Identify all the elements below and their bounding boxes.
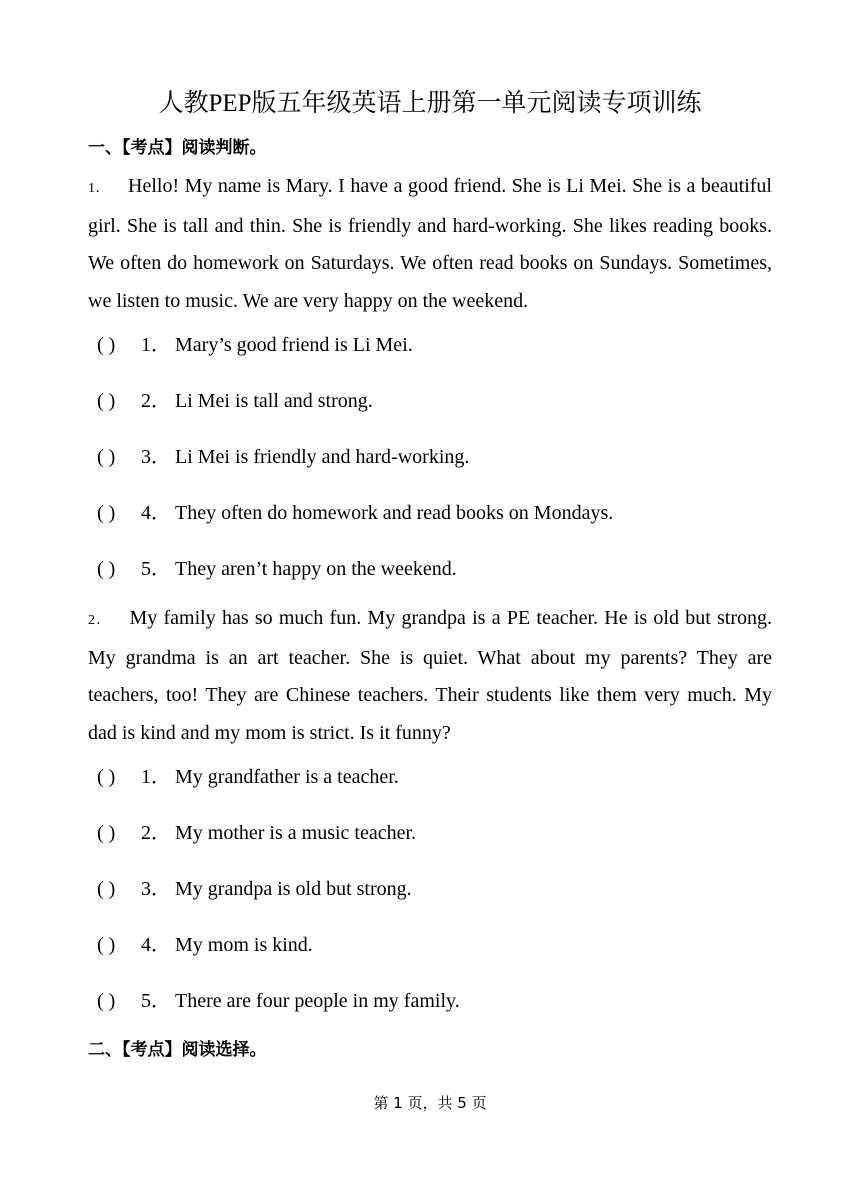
answer-blank[interactable]: ( ) [97, 934, 116, 956]
question-text: They aren’t happy on the weekend. [175, 558, 457, 580]
page-footer: 第 1 页，共 5 页 [373, 1094, 487, 1112]
question-text: Mary’s good friend is Li Mei. [175, 334, 413, 356]
section-heading-reading-choice: 二、【考点】阅读选择。 [88, 1040, 267, 1060]
passage-number: 2． [88, 613, 112, 628]
answer-blank[interactable]: ( ) [97, 878, 116, 900]
answer-blank[interactable]: ( ) [97, 390, 116, 412]
question-text: Li Mei is tall and strong. [175, 390, 373, 412]
question-number: 2． [141, 822, 171, 844]
question-item [97, 986, 460, 1042]
question-text: There are four people in my family. [175, 990, 460, 1012]
question-list-2 [97, 762, 460, 1042]
section-heading-reading-judgment: 一、【考点】阅读判断。 [88, 138, 267, 158]
question-text: My mom is kind. [175, 934, 313, 956]
page-title: 人教PEP版五年级英语上册第一单元阅读专项训练 [158, 90, 702, 117]
question-number: 1． [141, 766, 171, 788]
question-number: 2． [141, 390, 171, 412]
answer-blank[interactable]: ( ) [97, 558, 116, 580]
question-item [97, 498, 613, 554]
question-number: 3． [141, 446, 171, 468]
question-number: 1． [141, 334, 171, 356]
question-text: They often do homework and read books on Mondays. [175, 502, 614, 524]
question-text: My grandpa is old but strong. [175, 878, 412, 900]
answer-blank[interactable]: ( ) [97, 766, 116, 788]
question-number: 5． [141, 558, 171, 580]
answer-blank[interactable]: ( ) [97, 990, 116, 1012]
question-number: 5． [141, 990, 171, 1012]
question-item [97, 874, 460, 930]
answer-blank[interactable]: ( ) [97, 446, 116, 468]
question-text: My grandfather is a teacher. [175, 766, 399, 788]
reading-passage-1 [88, 168, 772, 320]
passage-text: My family has so much fun. My grandpa is a PE teacher. He is old but strong. My grandma is an art teacher. She is quiet. What about my parents? They are teachers, too! They are Chinese teachers. Their students like them very much. My dad is kind and my mom is strict. Is it funny? [88, 607, 772, 744]
question-item [97, 930, 460, 986]
passage-text: Hello! My name is Mary. I have a good friend. She is Li Mei. She is a beautiful girl. She is tall and thin. She is friendly and hard-working. She likes reading books. We often do homework on Saturdays. We often read books on Sundays. Sometimes, we listen to music. We are very happy on the weekend. [88, 175, 772, 312]
question-number: 3． [141, 878, 171, 900]
question-item [97, 818, 460, 874]
question-number: 4． [141, 934, 171, 956]
answer-blank[interactable]: ( ) [97, 502, 116, 524]
answer-blank[interactable]: ( ) [97, 334, 116, 356]
question-item [97, 386, 613, 442]
question-item [97, 330, 613, 386]
question-list-1 [97, 330, 613, 610]
question-item [97, 762, 460, 818]
question-item [97, 442, 613, 498]
question-text: Li Mei is friendly and hard-working. [175, 446, 470, 468]
question-number: 4． [141, 502, 171, 524]
passage-number: 1． [88, 181, 111, 196]
question-text: My mother is a music teacher. [175, 822, 417, 844]
reading-passage-2 [88, 600, 772, 752]
answer-blank[interactable]: ( ) [97, 822, 116, 844]
